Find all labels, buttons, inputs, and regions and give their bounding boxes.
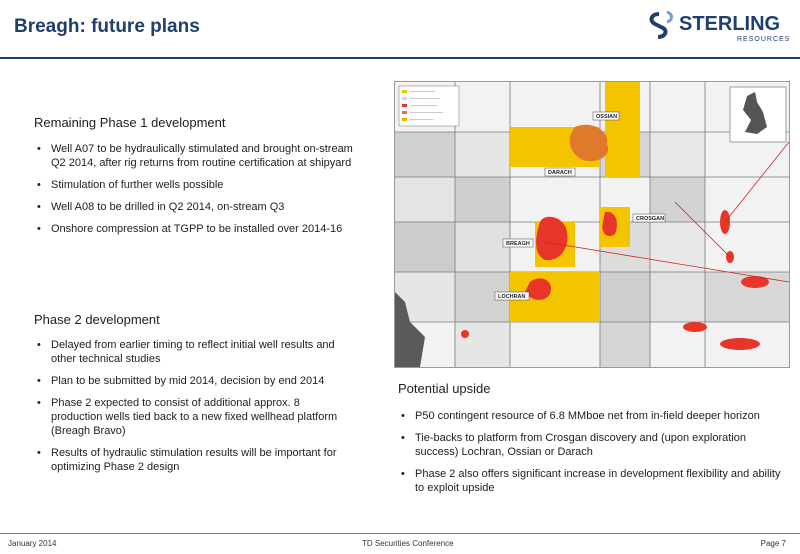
phase2-list (34, 338, 354, 482)
upside-heading: Potential upside (398, 381, 491, 396)
phase2-heading: Phase 2 development (34, 312, 160, 327)
map-label-ossian: OSSIAN (596, 114, 618, 120)
list-item: • Stimulation of further wells possible (34, 178, 354, 192)
list-item: • Phase 2 expected to consist of additional approx. 8 production wells tied back to a new fixed wellhead platform (Breagh Bravo) (34, 396, 354, 438)
list-item: • Plan to be submitted by mid 2014, decision by end 2014 (34, 374, 354, 388)
map-label-lochran: LOCHRAN (498, 294, 526, 300)
logo-subtitle: RESOURCES (737, 36, 791, 43)
phase1-heading: Remaining Phase 1 development (34, 115, 226, 130)
sterling-s-icon (652, 12, 672, 37)
map-label-breagh: BREAGH (506, 241, 530, 247)
list-item: • Delayed from earlier timing to reflect initial well results and other technical studies (34, 338, 354, 366)
list-item: • Tie-backs to platform from Crosgan discovery and (upon exploration success) Lochran, Ossian or Darach (398, 431, 783, 459)
map-label-darach: DARACH (548, 170, 572, 176)
footer-event: TD Securities Conference (362, 539, 454, 548)
map-legend (399, 86, 459, 126)
list-item: • P50 contingent resource of 6.8 MMboe net from in-field deeper horizon (398, 409, 783, 423)
header-rule (0, 57, 800, 59)
list-item: • Phase 2 also offers significant increase in development flexibility and ability to exploit upside (398, 467, 783, 495)
logo-wordmark: STERLING (679, 13, 781, 35)
list-item: • Well A08 to be drilled in Q2 2014, on-stream Q3 (34, 200, 354, 214)
upside-list (398, 409, 783, 503)
page-title: Breagh: future plans (14, 16, 200, 37)
footer-date: January 2014 (8, 539, 57, 548)
footer-page-number: Page 7 (760, 539, 786, 548)
phase1-list (34, 142, 354, 244)
company-logo (645, 8, 793, 44)
breagh-area-map (394, 81, 790, 368)
list-item: • Well A07 to be hydraulically stimulated and brought on-stream Q2 2014, after rig returns from routine certification at shipyard (34, 142, 354, 170)
footer-rule (0, 533, 800, 534)
list-item: • Onshore compression at TGPP to be installed over 2014-16 (34, 222, 354, 236)
list-item: • Results of hydraulic stimulation results will be important for optimizing Phase 2 design (34, 446, 354, 474)
map-label-crosgan: CROSGAN (636, 216, 665, 222)
